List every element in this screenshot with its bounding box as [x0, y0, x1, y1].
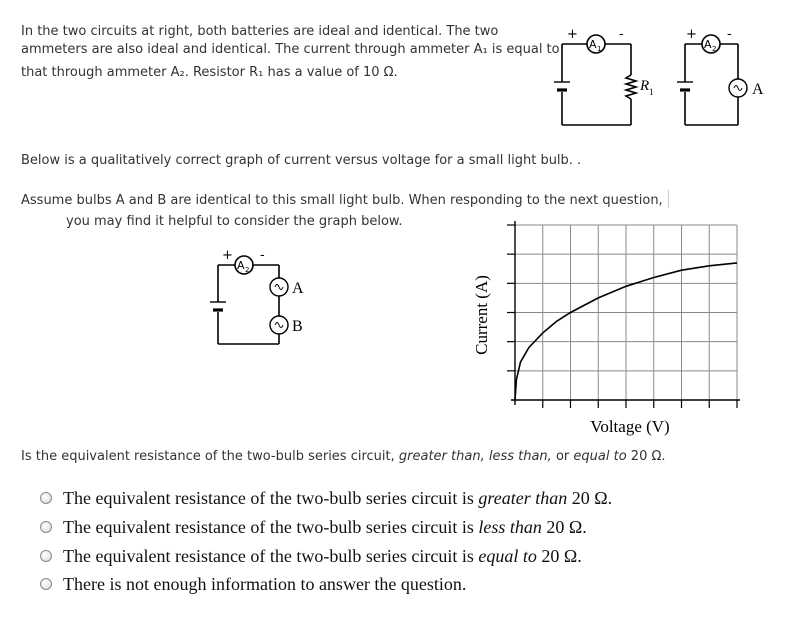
bulb-label-top: A	[752, 81, 764, 98]
radio-button[interactable]	[40, 492, 52, 504]
answer-label: There is not enough information to answer the question.	[63, 573, 467, 594]
iv-chart	[465, 215, 755, 445]
circuit-diagrams-top	[545, 22, 795, 132]
series-ammeter-sub: 2	[245, 266, 250, 274]
answer-option-not-enough-info[interactable]	[40, 572, 466, 596]
series-ammeter-plus: +	[222, 248, 233, 263]
bulb-b-label: B	[292, 318, 303, 335]
intro-line-3: that through ammeter A₂. Resistor R₁ has a value of 10 Ω.	[21, 65, 398, 80]
ammeter-1-sub: 1	[597, 45, 602, 53]
chart-axes	[507, 221, 740, 408]
chart-ylabel: Current (A)	[472, 275, 491, 355]
chart-xlabel: Voltage (V)	[590, 417, 670, 436]
ammeter-2-plus: +	[686, 27, 697, 42]
answer-label: The equivalent resistance of the two-bulb series circuit is less than 20 Ω.	[63, 516, 587, 537]
series-ammeter-minus: -	[260, 248, 265, 263]
ammeter-2-label: A	[704, 38, 712, 51]
intro-line-2: ammeters are also ideal and identical. The current through ammeter A₁ is equal to	[21, 42, 560, 57]
text-cursor-divider	[668, 190, 669, 208]
ammeter-1-minus: -	[619, 27, 624, 42]
chart-grid	[515, 225, 737, 400]
answer-label: The equivalent resistance of the two-bulb series circuit is equal to 20 Ω.	[63, 545, 582, 566]
question-options-italic: greater than, less than,	[398, 449, 552, 464]
resistor-label: R	[640, 78, 650, 94]
radio-button[interactable]	[40, 578, 52, 590]
ammeter-1-label: A	[589, 38, 597, 51]
intro-line-1: In the two circuits at right, both batteries are ideal and identical. The two	[21, 24, 499, 39]
bulb-a-label: A	[292, 280, 304, 297]
ammeter-2-minus: -	[727, 27, 732, 42]
radio-button[interactable]	[40, 550, 52, 562]
ammeter-1-plus: +	[567, 27, 578, 42]
question-prefix: Is the equivalent resistance of the two-bulb series circuit,	[21, 449, 395, 464]
radio-button[interactable]	[40, 521, 52, 533]
assume-line-2: you may find it helpful to consider the graph below.	[66, 214, 403, 229]
resistor-sub: 1	[649, 87, 654, 97]
question-equal-italic: equal to	[573, 449, 627, 464]
question-mid: or	[555, 449, 570, 464]
series-bulb-circuit	[200, 245, 320, 350]
graph-intro-text: Below is a qualitatively correct graph of current versus voltage for a small light bulb. .	[21, 153, 582, 168]
answer-option-less[interactable]	[40, 515, 587, 539]
answer-option-greater[interactable]	[40, 486, 612, 510]
series-ammeter-label: A	[237, 259, 245, 272]
answer-label: The equivalent resistance of the two-bulb series circuit is greater than 20 Ω.	[63, 487, 613, 508]
ammeter-2-sub: 2	[712, 45, 717, 53]
question-text	[21, 446, 666, 468]
assume-line-1: Assume bulbs A and B are identical to this small light bulb. When responding to the next question,	[21, 193, 663, 208]
answer-option-equal[interactable]	[40, 544, 582, 568]
question-suffix: 20 Ω.	[630, 449, 666, 464]
